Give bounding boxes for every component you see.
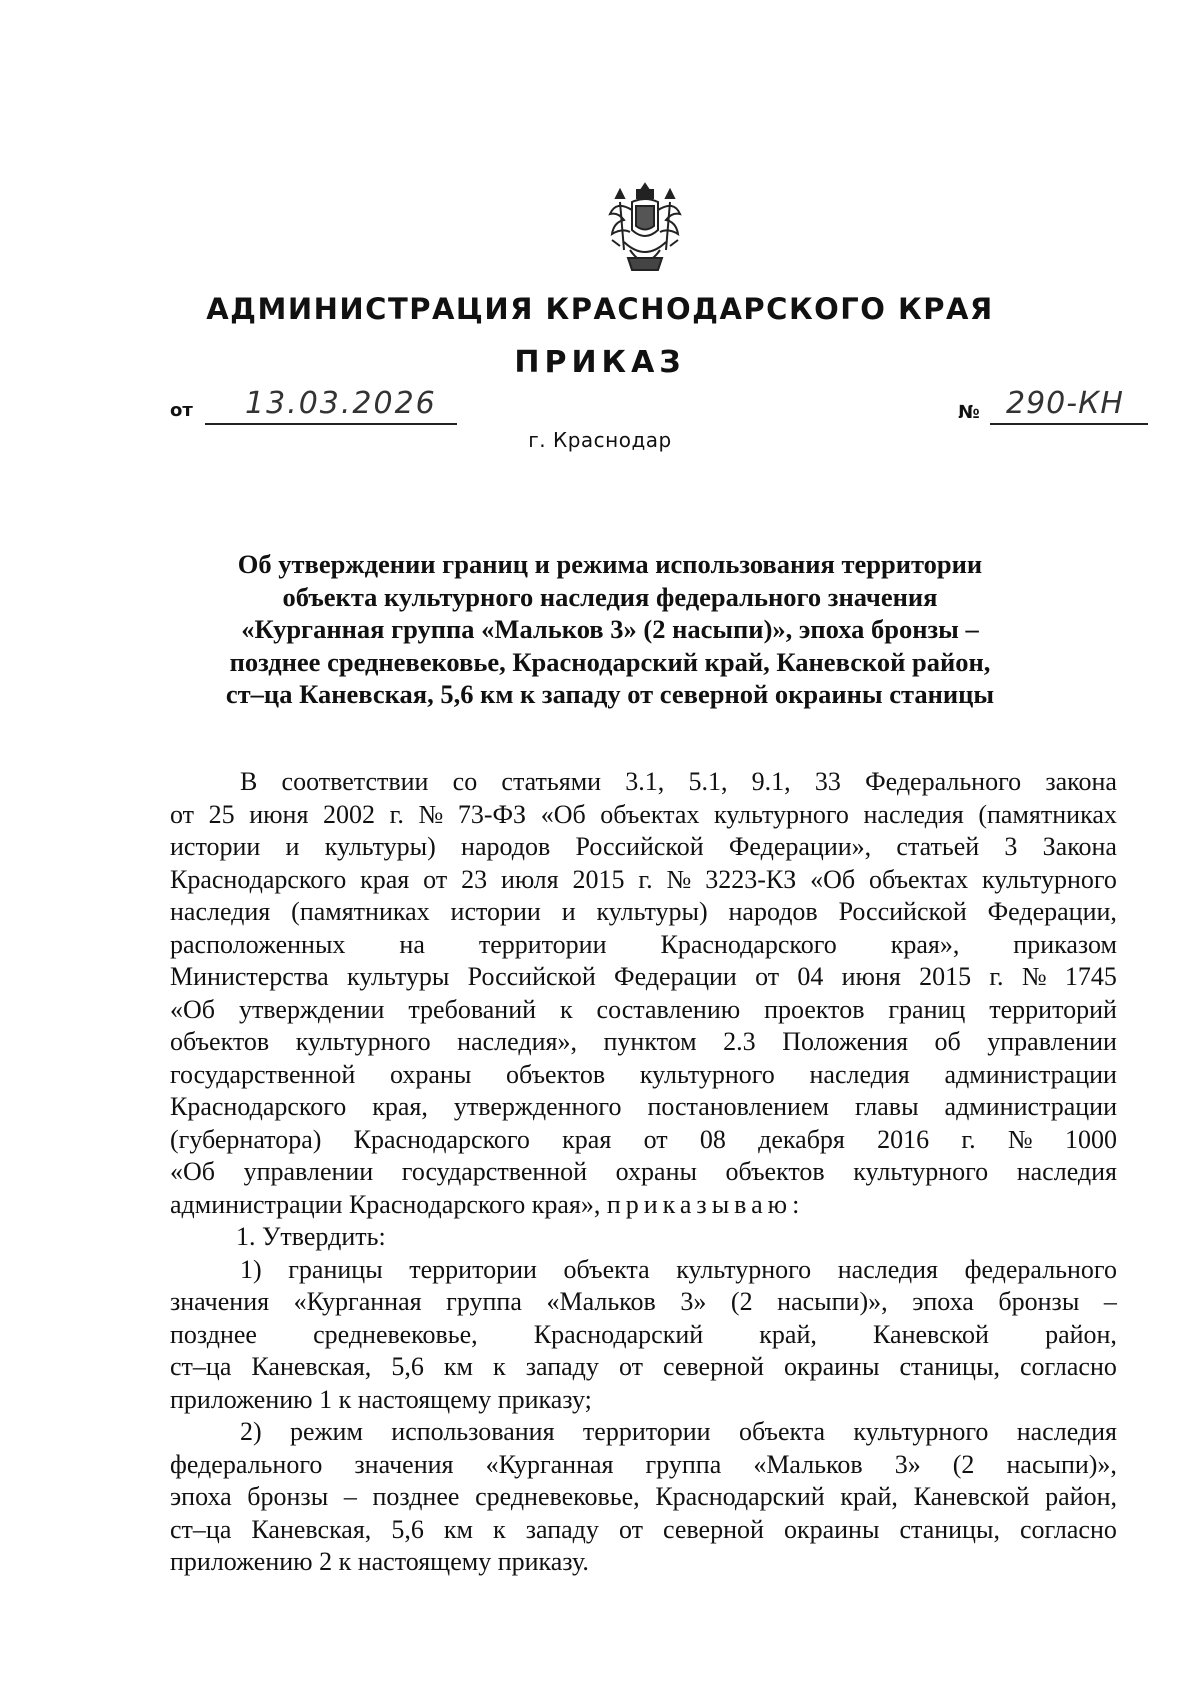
word: 04 xyxy=(797,962,824,991)
word: культуры) xyxy=(596,897,708,926)
word: от xyxy=(618,1352,643,1381)
word: Российской xyxy=(838,897,967,926)
word: 9.1, xyxy=(751,767,791,796)
word: наследия xyxy=(1016,1417,1117,1446)
word: и xyxy=(561,897,576,926)
word: № xyxy=(1007,1124,1033,1154)
word: культурного xyxy=(295,1027,431,1056)
word: 2015 xyxy=(572,864,625,894)
word: эпоха xyxy=(912,1287,974,1316)
word: охраны xyxy=(615,1157,697,1186)
word: «Об xyxy=(810,864,856,894)
word: народов xyxy=(461,832,551,861)
word: государственной xyxy=(401,1157,588,1186)
word: группа xyxy=(645,1449,722,1479)
word: Краснодарский xyxy=(655,1482,825,1511)
word: «Мальков xyxy=(753,1449,863,1479)
word: расположенных xyxy=(170,929,346,959)
word: (2 xyxy=(952,1449,975,1479)
body-line xyxy=(170,864,1117,897)
word: 3» xyxy=(894,1449,921,1479)
date-label: от xyxy=(170,400,193,421)
word: ст–ца xyxy=(170,1352,232,1381)
document-body xyxy=(170,766,1117,1579)
word: г. xyxy=(638,864,653,894)
word: закона xyxy=(1045,767,1117,796)
word: согласно xyxy=(1020,1352,1117,1381)
word: средневековье, xyxy=(475,1482,640,1511)
word: главы xyxy=(854,1092,919,1121)
city-name: г. Краснодар xyxy=(528,428,672,452)
word: г. xyxy=(389,799,404,829)
word: Положения xyxy=(782,1027,908,1056)
word: культурного xyxy=(676,1254,812,1284)
word: народов xyxy=(728,897,818,926)
word: бронзы xyxy=(998,1287,1080,1316)
word: края xyxy=(360,864,410,894)
word: Федерации xyxy=(614,962,737,991)
word: км xyxy=(443,1352,473,1381)
word: 3» xyxy=(680,1287,707,1316)
body-line xyxy=(170,1351,1117,1384)
word: со xyxy=(452,767,478,796)
body-line xyxy=(170,1189,1117,1222)
word: Каневская, xyxy=(251,1352,372,1381)
order-verb: приказываю: xyxy=(606,1189,805,1219)
word: федерального xyxy=(170,1449,323,1479)
title-line: ст–ца Каневская, 5,6 км к западу от северной окраины станицы xyxy=(225,679,995,709)
document-title xyxy=(210,548,1010,711)
word: 1000 xyxy=(1064,1124,1117,1154)
word: 1745 xyxy=(1064,962,1117,991)
word: район, xyxy=(1045,1319,1117,1349)
word: от xyxy=(643,1124,668,1154)
word: № xyxy=(1021,962,1047,991)
word: Краснодарского xyxy=(170,864,347,894)
word: от xyxy=(423,864,448,894)
word: «Курганная xyxy=(293,1287,422,1316)
word: территории xyxy=(582,1417,711,1446)
word: требований xyxy=(408,994,537,1024)
word: 3223-КЗ xyxy=(705,864,797,894)
word: (памятниках xyxy=(978,799,1117,829)
word: на xyxy=(399,929,425,959)
word: объектах xyxy=(600,799,700,829)
word: «Об xyxy=(540,799,586,829)
word: Краснодарского xyxy=(660,929,837,959)
body-line xyxy=(170,961,1117,994)
word: Краснодарский xyxy=(533,1319,704,1349)
word: управлении xyxy=(243,1157,374,1186)
word: от xyxy=(618,1514,643,1544)
title-line: «Курганная группа «Мальков 3» (2 насыпи)», эпоха бронзы – xyxy=(241,614,979,644)
word: Краснодарского xyxy=(170,1092,347,1121)
word: составлению xyxy=(596,994,741,1024)
number-label: № xyxy=(958,402,980,423)
body-line xyxy=(170,1286,1117,1319)
word: утверждении xyxy=(238,994,385,1024)
word: Каневской xyxy=(913,1482,1030,1511)
word: июля xyxy=(500,864,559,894)
word: статьями xyxy=(501,767,602,796)
word: постановлением xyxy=(647,1092,829,1121)
body-line xyxy=(170,799,1117,832)
word: «Об xyxy=(170,994,216,1024)
document-type: ПРИКАЗ xyxy=(514,345,686,380)
word: 3.1, xyxy=(625,767,665,796)
word: 2) xyxy=(240,1417,262,1446)
word: насыпи)», xyxy=(1006,1449,1117,1479)
word: края», xyxy=(890,929,960,959)
word: Федерации», xyxy=(728,832,872,861)
word: наследия xyxy=(863,799,964,829)
word: средневековье, xyxy=(313,1319,478,1349)
word: государственной xyxy=(170,1059,356,1089)
word: Каневская, xyxy=(251,1514,372,1544)
word: (2 xyxy=(730,1287,753,1316)
word: 08 xyxy=(699,1124,726,1154)
word: края, xyxy=(372,1092,428,1121)
word: объектов xyxy=(725,1157,825,1186)
word: администрации xyxy=(944,1059,1117,1089)
word: км xyxy=(443,1514,473,1544)
item-heading: 1. Утвердить: xyxy=(236,1222,386,1251)
word: позднее xyxy=(170,1319,257,1349)
word: края xyxy=(562,1124,612,1154)
word: охраны xyxy=(390,1059,472,1089)
word: 3 xyxy=(1004,832,1018,861)
word: объекта xyxy=(738,1417,826,1446)
word: управлении xyxy=(987,1027,1117,1056)
word: бронзы xyxy=(247,1482,329,1511)
word: об xyxy=(934,1027,961,1056)
word: Федерального xyxy=(865,767,1022,796)
word: 2002 xyxy=(323,799,376,829)
body-line xyxy=(170,831,1117,864)
title-line: объекта культурного наследия федерального значения xyxy=(282,581,938,612)
word: культуры xyxy=(346,962,450,991)
word: окраины xyxy=(783,1514,880,1544)
word: район, xyxy=(1045,1482,1117,1511)
word: станицы, xyxy=(899,1514,1000,1544)
word: станицы, xyxy=(899,1352,1000,1381)
word: насыпи)», xyxy=(777,1287,888,1316)
word: федерального xyxy=(964,1254,1117,1284)
body-line xyxy=(170,1156,1117,1189)
word: статьей xyxy=(896,832,980,861)
body-line: приложению 2 к настоящему приказу. xyxy=(170,1547,589,1576)
word: границ xyxy=(888,994,966,1024)
word: окраины xyxy=(783,1352,880,1381)
body-line xyxy=(170,1124,1117,1157)
word: значения xyxy=(354,1449,454,1479)
word: – xyxy=(1103,1287,1117,1316)
word: культурного xyxy=(982,864,1117,894)
body-line xyxy=(170,1319,1117,1352)
word: администрации xyxy=(944,1092,1117,1121)
word: западу xyxy=(525,1514,599,1544)
word: истории xyxy=(170,832,261,861)
body-line xyxy=(170,1416,1117,1449)
handwritten-date: 13.03.2026 xyxy=(245,386,437,421)
word: наследия», xyxy=(457,1027,577,1056)
word: г. xyxy=(989,962,1004,991)
word: от xyxy=(170,799,195,829)
word: 23 xyxy=(461,864,488,894)
word: Российской xyxy=(575,832,704,861)
word: значения xyxy=(170,1287,270,1316)
word: 5,6 xyxy=(391,1514,424,1544)
word: объектах xyxy=(869,864,969,894)
word: В xyxy=(240,767,258,796)
word: 2016 xyxy=(877,1124,930,1154)
word: территории xyxy=(478,929,607,959)
word: северной xyxy=(663,1352,764,1381)
word: утвержденного xyxy=(453,1092,622,1121)
word: край, xyxy=(840,1482,898,1511)
word: объектов xyxy=(170,1027,270,1056)
body-line xyxy=(170,1091,1117,1124)
word: согласно xyxy=(1020,1514,1117,1544)
word: к xyxy=(493,1514,506,1544)
body-line xyxy=(170,896,1117,929)
word: июня xyxy=(841,962,901,991)
word: приказом xyxy=(1013,929,1117,959)
word: культурного xyxy=(713,799,849,829)
word: соответствии xyxy=(281,767,429,796)
word: край, xyxy=(759,1319,817,1349)
word: «Мальков xyxy=(546,1287,656,1316)
body-line xyxy=(170,1254,1117,1287)
word: эпоха xyxy=(170,1482,232,1511)
body-line xyxy=(170,1059,1117,1092)
handwritten-number: 290-КН xyxy=(1006,386,1124,421)
body-line xyxy=(170,1026,1117,1059)
word: северной xyxy=(663,1514,764,1544)
word: «Об xyxy=(170,1157,216,1186)
word: режим xyxy=(290,1417,363,1446)
body-line xyxy=(170,766,1117,799)
word: Министерства xyxy=(170,962,329,991)
word: г. xyxy=(961,1124,976,1154)
word: Краснодарского xyxy=(353,1124,530,1154)
title-line: позднее средневековье, Краснодарский край, Каневской район, xyxy=(229,646,991,677)
word: ст–ца xyxy=(170,1514,232,1544)
word: границы xyxy=(288,1254,383,1284)
word: Закона xyxy=(1042,832,1117,861)
coat-of-arms-emblem xyxy=(602,180,688,280)
word: истории xyxy=(450,897,541,926)
word: пунктом xyxy=(603,1027,697,1056)
word: (памятниках xyxy=(291,897,430,926)
word: 1) xyxy=(240,1254,262,1284)
word: территорий xyxy=(989,994,1117,1024)
word: декабря xyxy=(758,1124,845,1154)
organization-name: АДМИНИСТРАЦИЯ КРАСНОДАРСКОГО КРАЯ xyxy=(206,292,994,326)
word: Каневской xyxy=(873,1319,989,1349)
word: и xyxy=(285,832,300,861)
word: 2.3 xyxy=(723,1027,756,1056)
word: объекта xyxy=(563,1254,650,1284)
word: «Курганная xyxy=(485,1449,614,1479)
word: – xyxy=(343,1482,357,1511)
word: культурного xyxy=(853,1417,989,1446)
word: культурного xyxy=(639,1059,775,1089)
word: 2015 xyxy=(919,962,972,991)
word: западу xyxy=(525,1352,599,1381)
word: 5,6 xyxy=(391,1352,424,1381)
word: объектов xyxy=(506,1059,606,1089)
word: 25 xyxy=(208,799,235,829)
word: территории xyxy=(409,1254,537,1284)
word: к xyxy=(493,1352,506,1381)
word: 33 xyxy=(814,767,841,796)
body-line xyxy=(170,1481,1117,1514)
word: проектов xyxy=(764,994,865,1024)
word: (губернатора) xyxy=(170,1124,322,1154)
body-text: администрации Краснодарского края», xyxy=(170,1189,601,1219)
body-line: приложению 1 к настоящему приказу; xyxy=(170,1384,592,1414)
word: наследия xyxy=(837,1254,939,1284)
word: 5.1, xyxy=(688,767,728,796)
word: Российской xyxy=(467,962,596,991)
body-line xyxy=(170,994,1117,1027)
word: Федерации, xyxy=(987,897,1117,926)
word: наследия xyxy=(1016,1157,1117,1186)
body-line xyxy=(170,929,1117,962)
word: № xyxy=(418,799,444,829)
body-line xyxy=(170,1514,1117,1547)
title-line: Об утверждении границ и режима использования территории xyxy=(237,549,983,579)
word: июня xyxy=(249,799,309,829)
word: 73-ФЗ xyxy=(457,799,527,829)
word: позднее xyxy=(372,1482,460,1511)
word: культурного xyxy=(853,1157,989,1186)
word: группа xyxy=(446,1287,522,1316)
word: наследия xyxy=(170,897,271,926)
body-line xyxy=(170,1449,1117,1482)
word: к xyxy=(559,994,573,1024)
word: использования xyxy=(391,1417,555,1446)
word: наследия xyxy=(809,1059,910,1089)
word: № xyxy=(666,864,692,894)
word: от xyxy=(755,962,780,991)
word: культуры) xyxy=(324,832,436,861)
